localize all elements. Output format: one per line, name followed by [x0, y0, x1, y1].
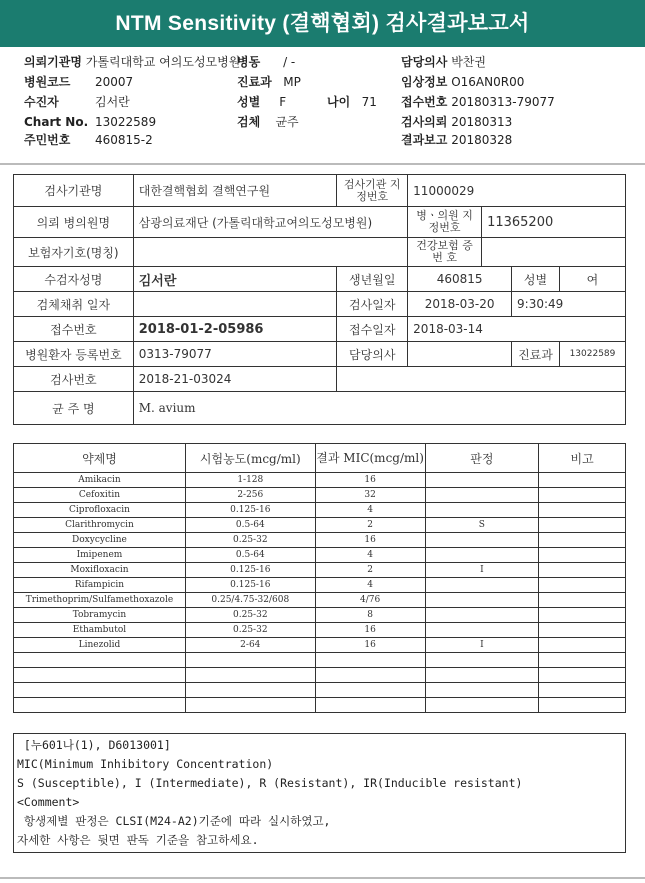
accept-no-label: 접수번호 [14, 317, 134, 342]
table-cell: 16 [315, 623, 425, 638]
organism-value: M. avium [133, 392, 625, 425]
table-row [14, 533, 626, 548]
patient-value: 김서란 [95, 95, 130, 109]
table-cell [315, 668, 425, 683]
table-cell [425, 668, 539, 683]
dob-value: 460815 [408, 267, 512, 292]
age-row: 나이 71 [327, 95, 377, 109]
table-cell: 0.125-16 [185, 503, 315, 518]
table-cell [539, 578, 626, 593]
table-cell: 16 [315, 638, 425, 653]
info-row-collect [14, 292, 626, 317]
chart-value: 13022589 [95, 115, 157, 129]
request-row: 검사의뢰 20180313 [401, 115, 513, 129]
comment-box [13, 733, 626, 853]
table-cell [539, 533, 626, 548]
table-cell [539, 608, 626, 623]
table-cell: Amikacin [14, 473, 186, 488]
table-cell: 0.25-32 [185, 533, 315, 548]
table-cell [539, 653, 626, 668]
req-hosp-no-label: 병ㆍ의원 지정번호 [408, 207, 482, 238]
ward-row: 병동 / - [237, 55, 296, 69]
table-cell [539, 638, 626, 653]
results-body [14, 473, 626, 713]
table-cell [539, 623, 626, 638]
table-cell: 0.5-64 [185, 548, 315, 563]
test-time-value: 9:30:49 [512, 292, 626, 317]
comment-line: <Comment> [17, 795, 80, 809]
id-row: 주민번호 [24, 133, 71, 147]
table-cell [14, 653, 186, 668]
blank-cell [337, 367, 626, 392]
collect-label: 검체채취 일자 [14, 292, 134, 317]
results-table [13, 443, 626, 713]
patient-row: 수진자 [24, 95, 59, 109]
table-cell: 1-128 [185, 473, 315, 488]
table-cell [14, 668, 186, 683]
table-cell: 4 [315, 578, 425, 593]
dept-label: 진료과 [512, 342, 560, 367]
id-value: 460815-2 [95, 133, 153, 147]
table-row [14, 653, 626, 668]
table-cell [425, 593, 539, 608]
accept-no-value: 2018-01-2-05986 [133, 317, 337, 342]
table-cell: 0.125-16 [185, 563, 315, 578]
table-cell [539, 488, 626, 503]
table-cell [425, 503, 539, 518]
table-cell: 32 [315, 488, 425, 503]
test-no-value: 2018-21-03024 [133, 367, 337, 392]
col-mic: 결과 MIC(mcg/ml) [315, 444, 425, 473]
comment-line: S (Susceptible), I (Intermediate), R (Resistant), IR(Inducible resistant) [17, 776, 523, 790]
reg-label: 병원환자 등록번호 [14, 342, 134, 367]
table-cell [425, 653, 539, 668]
table-cell [185, 683, 315, 698]
table-cell: Clarithromycin [14, 518, 186, 533]
req-hosp-value: 삼광의료재단 (가톨릭대학교여의도성모병원) [133, 207, 407, 238]
table-cell [425, 698, 539, 713]
name-value: 김서란 [133, 267, 337, 292]
col-interpretation: 판정 [425, 444, 539, 473]
report-title: NTM Sensitivity (결핵협회) 검사결과보고서 [0, 0, 645, 47]
table-row [14, 593, 626, 608]
doc-value [408, 342, 512, 367]
sex-value: 여 [559, 267, 625, 292]
table-cell [539, 473, 626, 488]
table-cell: 0.125-16 [185, 578, 315, 593]
comment-line: 항생제별 판정은 CLSI(M24-A2)기준에 따라 실시하였고, [17, 814, 331, 828]
clinical-row: 임상정보 O16AN0R00 [401, 75, 525, 89]
insurer-label: 보험자기호(명칭) [14, 238, 134, 267]
info-row-req-hosp [14, 207, 626, 238]
sex-label: 성별 [512, 267, 560, 292]
table-row [14, 683, 626, 698]
sex-row: 성별 F [237, 95, 287, 109]
table-cell [315, 683, 425, 698]
dept-row: 진료과 MP [237, 75, 301, 89]
table-cell [14, 683, 186, 698]
table-cell [185, 653, 315, 668]
test-no-label: 검사번호 [14, 367, 134, 392]
table-row [14, 668, 626, 683]
table-cell [425, 623, 539, 638]
col-drug: 약제명 [14, 444, 186, 473]
table-row [14, 608, 626, 623]
table-row [14, 473, 626, 488]
table-row [14, 638, 626, 653]
table-cell: Moxifloxacin [14, 563, 186, 578]
table-row [14, 578, 626, 593]
dept-value: 13022589 [559, 342, 625, 367]
table-cell: Rifampicin [14, 578, 186, 593]
table-cell [425, 608, 539, 623]
table-cell: Imipenem [14, 548, 186, 563]
table-cell [539, 683, 626, 698]
table-cell: S [425, 518, 539, 533]
table-cell: Cefoxitin [14, 488, 186, 503]
info-row-accept [14, 317, 626, 342]
table-cell: I [425, 563, 539, 578]
table-cell [539, 548, 626, 563]
collect-value [133, 292, 337, 317]
table-cell [425, 548, 539, 563]
table-row [14, 488, 626, 503]
table-cell: 8 [315, 608, 425, 623]
table-cell [425, 473, 539, 488]
comment-line: [누601나(1), D6013001] [17, 738, 171, 752]
table-cell: Ethambutol [14, 623, 186, 638]
table-cell: 4/76 [315, 593, 425, 608]
req-hosp-no-value: 11365200 [482, 207, 626, 238]
table-row [14, 503, 626, 518]
hospital-row: 의뢰기관명 가톨릭대학교 여의도성모병원 [24, 55, 241, 69]
doctor-row: 담당의사 박찬권 [401, 55, 486, 69]
comment-line: MIC(Minimum Inhibitory Concentration) [17, 757, 274, 771]
test-date-value: 2018-03-20 [408, 292, 512, 317]
accept-date-label: 접수일자 [337, 317, 408, 342]
results-header-row [14, 444, 626, 473]
table-cell [539, 668, 626, 683]
header-divider [0, 163, 645, 165]
table-cell [315, 698, 425, 713]
specimen-row: 검체 균주 [237, 115, 299, 129]
table-cell: 0.25-32 [185, 608, 315, 623]
table-cell: 16 [315, 473, 425, 488]
lab-value: 대한결핵협회 결핵연구원 [133, 175, 337, 207]
code-value: 20007 [95, 75, 134, 89]
table-cell: Trimethoprim/Sulfamethoxazole [14, 593, 186, 608]
table-cell [539, 518, 626, 533]
table-cell [185, 698, 315, 713]
col-remark: 비고 [539, 444, 626, 473]
info-row-organism [14, 392, 626, 425]
table-cell: 4 [315, 548, 425, 563]
chart-row: Chart No. [24, 115, 89, 129]
table-cell [425, 578, 539, 593]
table-cell [425, 683, 539, 698]
info-row-insurer [14, 238, 626, 267]
health-no-value [482, 238, 626, 267]
dob-label: 생년월일 [337, 267, 408, 292]
table-cell: Doxycycline [14, 533, 186, 548]
footer-divider [0, 877, 645, 879]
table-cell: 0.25-32 [185, 623, 315, 638]
lab-no-value: 11000029 [408, 175, 626, 207]
info-row-test-no [14, 367, 626, 392]
table-row [14, 518, 626, 533]
code-row: 병원코드 [24, 75, 71, 89]
info-row-lab [14, 175, 626, 207]
table-row [14, 623, 626, 638]
table-cell [425, 533, 539, 548]
reg-value: 0313-79077 [133, 342, 337, 367]
info-row-reg [14, 342, 626, 367]
table-cell [425, 488, 539, 503]
insurer-value [133, 238, 407, 267]
table-cell [539, 593, 626, 608]
info-table [13, 174, 626, 425]
lab-no-label: 검사기관 지정번호 [337, 175, 408, 207]
table-cell [539, 698, 626, 713]
table-cell: 0.5-64 [185, 518, 315, 533]
table-row [14, 698, 626, 713]
table-row [14, 548, 626, 563]
doc-label: 담당의사 [337, 342, 408, 367]
req-hosp-label: 의뢰 병의원명 [14, 207, 134, 238]
table-cell [14, 698, 186, 713]
table-row [14, 563, 626, 578]
table-cell [539, 503, 626, 518]
table-cell: 2 [315, 518, 425, 533]
table-cell: Linezolid [14, 638, 186, 653]
table-cell [185, 668, 315, 683]
comment-line: 자세한 사항은 뒷면 판독 기준을 참고하세요. [17, 833, 259, 847]
table-cell [539, 563, 626, 578]
name-label: 수검자성명 [14, 267, 134, 292]
table-cell: I [425, 638, 539, 653]
table-cell: 2 [315, 563, 425, 578]
table-cell: Ciprofloxacin [14, 503, 186, 518]
organism-label: 균 주 명 [14, 392, 134, 425]
health-no-label: 건강보험 증 번 호 [408, 238, 482, 267]
table-cell [315, 653, 425, 668]
report-row: 결과보고 20180328 [401, 133, 513, 147]
col-concentration: 시험농도(mcg/ml) [185, 444, 315, 473]
lab-label: 검사기관명 [14, 175, 134, 207]
table-cell: 2-64 [185, 638, 315, 653]
table-cell: 16 [315, 533, 425, 548]
table-cell: 4 [315, 503, 425, 518]
table-cell: 0.25/4.75-32/608 [185, 593, 315, 608]
receipt-row: 접수번호 20180313-79077 [401, 95, 555, 109]
table-cell: Tobramycin [14, 608, 186, 623]
info-row-name [14, 267, 626, 292]
table-cell: 2-256 [185, 488, 315, 503]
accept-date-value: 2018-03-14 [408, 317, 626, 342]
test-date-label: 검사일자 [337, 292, 408, 317]
